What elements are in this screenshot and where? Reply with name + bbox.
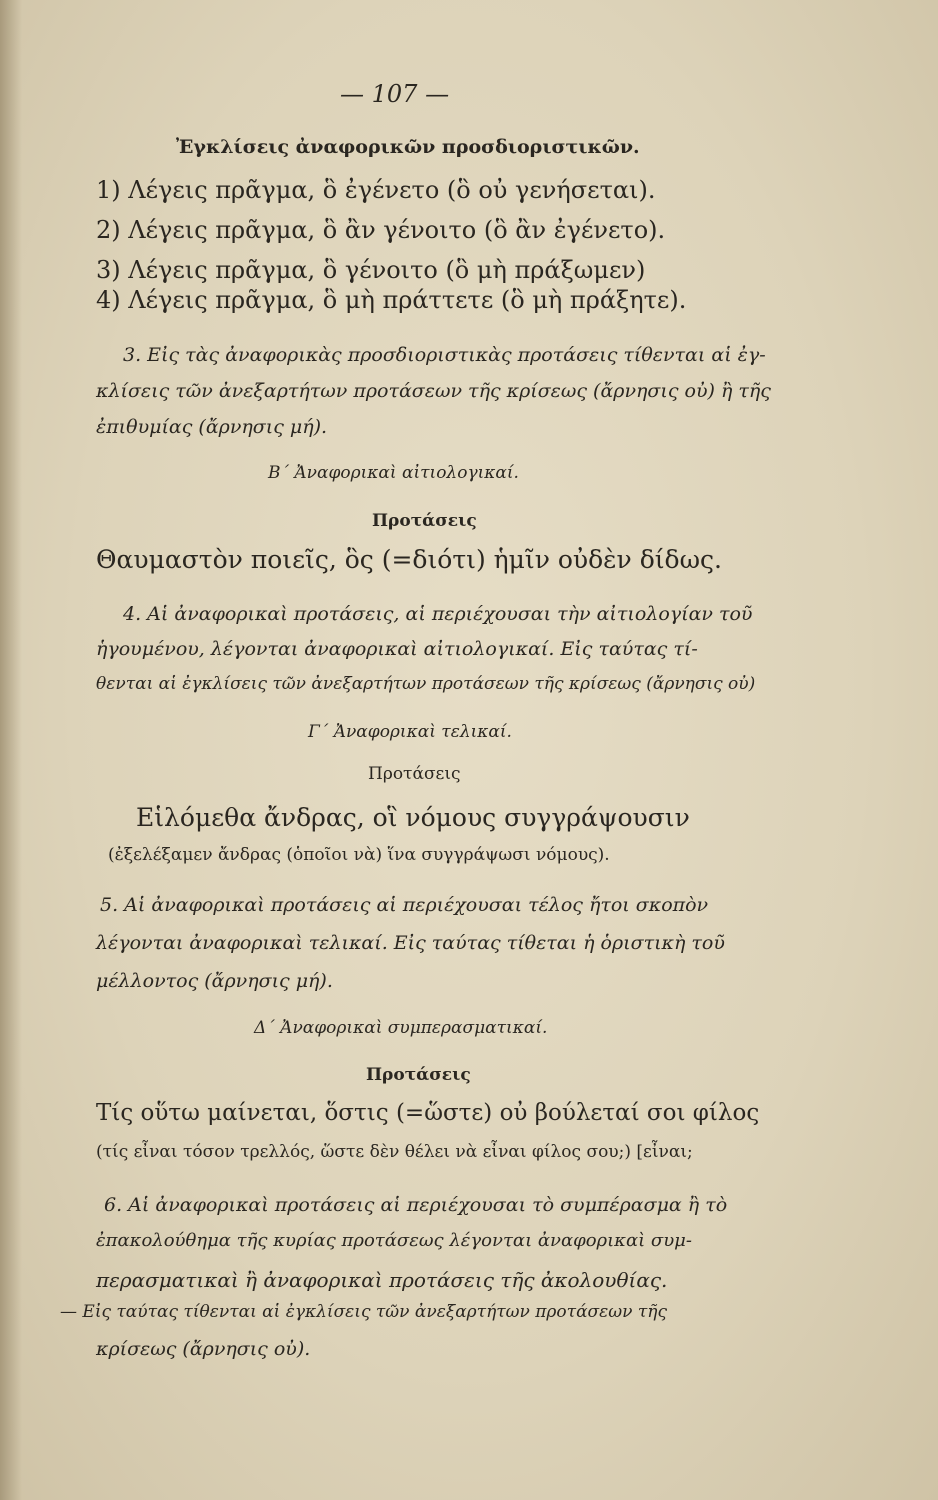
para3-line-2: κλίσεις τῶν ἀνεξαρτήτων προτάσεων τῆς κρίσεως (ἄρνησις οὐ) ἢ τῆς <box>96 380 771 402</box>
para3-line-1: 3. Εἰς τὰς ἀναφορικὰς προσδιοριστικὰς προτάσεις τίθενται αἱ ἐγ- <box>123 344 766 366</box>
list-item-1: 1) Λέγεις πρᾶγμα, ὃ ἐγένετο (ὃ οὐ γενήσεται). <box>96 176 656 204</box>
para6-line-2: ἐπακολούθημα τῆς κυρίας προτάσεως λέγονται ἀναφορικαὶ συμ- <box>96 1230 692 1251</box>
para4-line-1: 4. Αἱ ἀναφορικαὶ προτάσεις, αἱ περιέχουσαι τὴν αἰτιολογίαν τοῦ <box>123 603 753 625</box>
example-d: Τίς οὕτω μαίνεται, ὅστις (=ὥστε) οὐ βούλεταί σοι φίλος <box>96 1100 760 1126</box>
list-item-3: 3) Λέγεις πρᾶγμα, ὃ γένοιτο (ὃ μὴ πράξωμεν) <box>96 256 646 284</box>
example-d-translation: (τίς εἶναι τόσον τρελλός, ὥστε δὲν θέλει νὰ εἶναι φίλος σου;) [εἶναι; <box>96 1142 693 1162</box>
list-item-2: 2) Λέγεις πρᾶγμα, ὃ ἂν γένοιτο (ὃ ἂν ἐγένετο). <box>96 216 666 244</box>
protaseis-heading-1: Προτάσεις <box>372 511 477 531</box>
para5-line-1: 5. Αἱ ἀναφορικαὶ προτάσεις αἱ περιέχουσαι τέλος ἤτοι σκοπὸν <box>100 894 709 916</box>
para5-line-3: μέλλοντος (ἄρνησις μή). <box>96 970 333 992</box>
example-g-translation: (ἐξελέξαμεν ἄνδρας (ὁποῖοι νὰ) ἵνα συγγράψωσι νόμους). <box>108 845 610 865</box>
protaseis-heading-2: Προτάσεις <box>368 764 461 784</box>
para6-line-1: 6. Αἱ ἀναφορικαὶ προτάσεις αἱ περιέχουσαι τὸ συμπέρασμα ἢ τὸ <box>104 1194 728 1216</box>
para6-line-5: κρίσεως (ἄρνησις οὐ). <box>96 1338 311 1360</box>
para6-line-3: περασματικαὶ ἢ ἀναφορικαὶ προτάσεις τῆς ἀκολουθίας. <box>96 1268 668 1292</box>
example-b: Θαυμαστὸν ποιεῖς, ὃς (=διότι) ἡμῖν οὐδὲν δίδως. <box>96 545 722 574</box>
para3-line-3: ἐπιθυμίας (ἄρνησις μή). <box>96 416 328 438</box>
heading-g: Γ΄ Ἀναφορικαὶ τελικαί. <box>308 722 512 742</box>
example-g: Εἱλόμεθα ἄνδρας, οἳ νόμους συγγράψουσιν <box>136 803 690 832</box>
list-item-4: 4) Λέγεις πρᾶγμα, ὃ μὴ πράττετε (ὃ μὴ πράξητε). <box>96 286 687 314</box>
page-number: — 107 — <box>340 80 450 108</box>
heading-d: Δ΄ Ἀναφορικαὶ συμπερασματικαί. <box>254 1018 548 1038</box>
para4-line-3: θενται αἱ ἐγκλίσεις τῶν ἀνεξαρτήτων προτάσεων τῆς κρίσεως (ἄρνησις οὐ) <box>96 674 756 694</box>
section-title: Ἐγκλίσεις ἀναφορικῶν προσδιοριστικῶν. <box>176 136 640 158</box>
protaseis-heading-3: Προτάσεις <box>366 1065 471 1085</box>
para4-line-2: ἡγουμένου, λέγονται ἀναφορικαὶ αἰτιολογικαί. Εἰς ταύτας τί- <box>96 638 698 660</box>
para6-line-4: — Εἰς ταύτας τίθενται αἱ ἐγκλίσεις τῶν ἀνεξαρτήτων προτάσεων τῆς <box>60 1302 667 1322</box>
page-edge-shadow <box>0 0 22 1500</box>
para5-line-2: λέγονται ἀναφορικαὶ τελικαί. Εἰς ταύτας τίθεται ἡ ὁριστικὴ τοῦ <box>96 932 725 954</box>
heading-b: Β΄ Ἀναφορικαὶ αἰτιολογικαί. <box>268 463 519 483</box>
